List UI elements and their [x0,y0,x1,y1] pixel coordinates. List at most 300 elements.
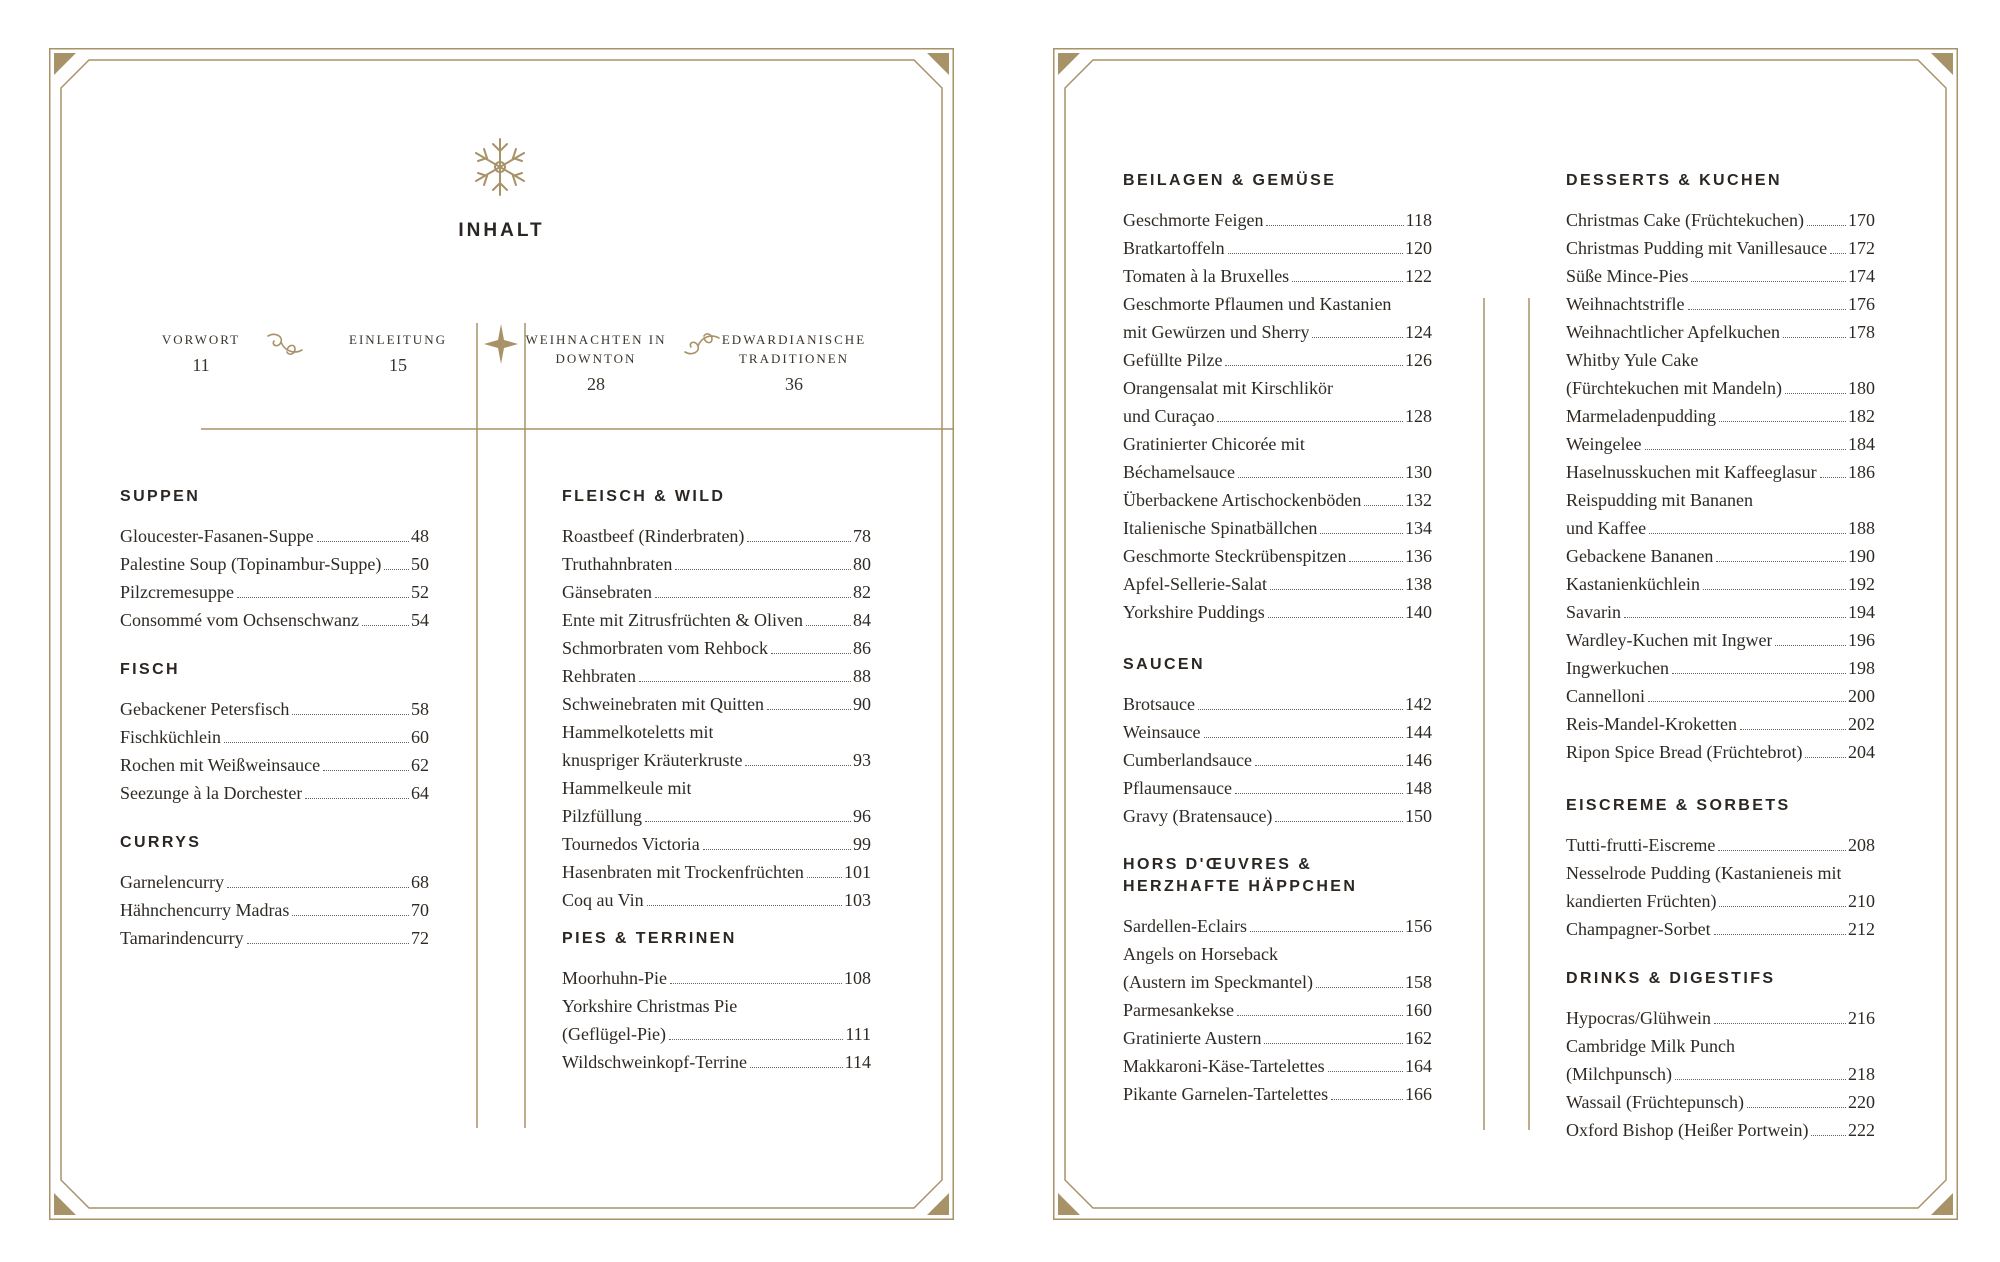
toc-entry[interactable] [1123,1024,1432,1052]
toc-entry[interactable] [562,964,871,992]
toc-entry[interactable] [1566,626,1875,654]
entry-page-number: 182 [1848,406,1875,426]
entry-page-number: 80 [853,554,871,574]
dot-leader [1316,987,1403,988]
toc-entry[interactable] [1123,912,1432,940]
entry-page-number: 78 [853,526,871,546]
entry-title: und Curaçao [1123,406,1215,426]
section-heading: SUPPEN [120,488,201,505]
entry-title: Whitby Yule Cake [1566,350,1699,370]
toc-entry[interactable] [1123,430,1432,458]
toc-entry[interactable] [1566,738,1875,766]
entry-page-number: 140 [1405,602,1432,622]
section-desserts-kuchen [1566,170,1875,766]
toc-entry[interactable] [1566,402,1875,430]
toc-entry[interactable] [1123,542,1432,570]
dot-leader [1266,225,1403,226]
entry-page-number: 118 [1405,210,1432,230]
dot-leader [745,765,851,766]
intro-page: 11 [192,355,210,375]
toc-entry[interactable] [120,751,429,779]
entry-page-number: 70 [411,900,429,920]
dot-leader [675,569,851,570]
intro-page: 28 [587,374,605,394]
toc-entry[interactable] [1566,654,1875,682]
section-heading: EISCREME & SORBETS [1566,797,1791,814]
entry-page-number: 130 [1405,462,1432,482]
dot-leader [1349,561,1403,562]
entry-title: Champagner-Sorbet [1566,919,1711,939]
dot-leader [1228,253,1403,254]
entry-page-number: 166 [1405,1084,1432,1104]
entry-title: Pilzfüllung [562,806,642,826]
entry-title: Parmesankekse [1123,1000,1234,1020]
entry-page-number: 156 [1405,916,1432,936]
dot-leader [655,597,851,598]
dot-leader [645,821,851,822]
intro-item-edwardianische[interactable] [704,330,884,395]
entry-page-number: 60 [411,727,429,747]
section-heading: SAUCEN [1123,656,1205,673]
dot-leader [703,849,851,850]
toc-entry[interactable] [562,1048,871,1076]
toc-entry[interactable] [1566,831,1875,859]
entry-title: Hypocras/Glühwein [1566,1008,1711,1028]
dot-leader [384,569,409,570]
section-fleisch-wild [562,486,871,914]
toc-entry[interactable] [562,746,871,774]
dot-leader [1719,421,1846,422]
toc-entry[interactable] [1123,262,1432,290]
toc-entry[interactable] [1123,346,1432,374]
toc-entry[interactable] [120,868,429,896]
entry-title: Weihnachtstrifle [1566,294,1685,314]
dot-leader [1691,281,1846,282]
entry-title: Angels on Horseback [1123,944,1278,964]
entry-title: Weingelee [1566,434,1642,454]
entry-page-number: 126 [1405,350,1432,370]
entry-title: Fischküchlein [120,727,221,747]
dot-leader [317,541,409,542]
dot-leader [1830,253,1846,254]
toc-entry[interactable] [1566,486,1875,514]
toc-entry[interactable] [1566,682,1875,710]
entry-title: Tamarindencurry [120,928,244,948]
entry-page-number: 86 [853,638,871,658]
entry-title: Italienische Spinatbällchen [1123,518,1318,538]
intro-item-einleitung[interactable] [308,330,488,376]
entry-title: Oxford Bishop (Heißer Portwein) [1566,1120,1809,1140]
toc-entry[interactable] [1566,570,1875,598]
entry-title: Savarin [1566,602,1621,622]
dot-leader [237,597,409,598]
entry-title: Yorkshire Christmas Pie [562,996,738,1016]
entry-title: Gefüllte Pilze [1123,350,1223,370]
toc-entry[interactable] [562,774,871,802]
toc-entry[interactable] [1566,859,1875,887]
dot-leader [1648,701,1846,702]
toc-entry[interactable] [1123,746,1432,774]
dot-leader [1270,589,1403,590]
intro-page: 15 [389,355,407,375]
entry-title: Überbackene Artischockenböden [1123,490,1362,510]
toc-entry[interactable] [120,896,429,924]
intro-item-weihnachten[interactable] [506,330,686,395]
dot-leader [1320,533,1403,534]
toc-entry[interactable] [1123,318,1432,346]
dot-leader [224,742,409,743]
toc-entry[interactable] [120,924,429,952]
entry-title: Orangensalat mit Kirschlikör [1123,378,1333,398]
entry-title: Hammelkoteletts mit [562,722,714,742]
entry-page-number: 208 [1848,835,1875,855]
entry-page-number: 210 [1848,891,1875,911]
toc-entry[interactable] [1566,262,1875,290]
toc-entry[interactable] [120,522,429,550]
entry-title: mit Gewürzen und Sherry [1123,322,1310,342]
toc-entry[interactable] [1566,514,1875,542]
entry-page-number: 160 [1405,1000,1432,1020]
entry-title: Sardellen-Eclairs [1123,916,1247,936]
toc-entry[interactable] [1566,346,1875,374]
entry-title: Gratinierter Chicorée mit [1123,434,1305,454]
dot-leader [1649,533,1846,534]
dot-leader [227,887,409,888]
entry-page-number: 134 [1405,518,1432,538]
intro-label: VORWORT [161,332,241,347]
entry-page-number: 84 [853,610,871,630]
dot-leader [647,905,842,906]
entry-title: Gravy (Bratensauce) [1123,806,1273,826]
dot-leader [1250,931,1403,932]
toc-entry[interactable] [1566,1088,1875,1116]
entry-page-number: 122 [1405,266,1432,286]
entry-page-number: 172 [1848,238,1875,258]
entry-page-number: 150 [1405,806,1432,826]
toc-entry[interactable] [1123,940,1432,968]
toc-entry[interactable] [562,522,871,550]
entry-title: Hähnchencurry Madras [120,900,290,920]
toc-entry[interactable] [1123,206,1432,234]
entry-page-number: 52 [411,582,429,602]
entry-page-number: 178 [1848,322,1875,342]
entry-page-number: 82 [853,582,871,602]
entry-title: und Kaffee [1566,518,1647,538]
dot-leader [1716,561,1846,562]
section-heading: CURRYS [120,834,202,851]
toc-entry[interactable] [1123,996,1432,1024]
toc-entry[interactable] [1566,915,1875,943]
entry-page-number: 200 [1848,686,1875,706]
dot-leader [1217,421,1403,422]
entry-page-number: 158 [1405,972,1432,992]
toc-entry[interactable] [1566,542,1875,570]
entry-page-number: 99 [853,834,871,854]
toc-entry[interactable] [1123,290,1432,318]
toc-entry[interactable] [1566,234,1875,262]
toc-entry[interactable] [562,718,871,746]
entry-title: Pilzcremesuppe [120,582,234,602]
entry-page-number: 114 [844,1052,871,1072]
entry-title: (Fürchtekuchen mit Mandeln) [1566,378,1782,398]
entry-title: Cambridge Milk Punch [1566,1036,1735,1056]
entry-title: Gebackene Bananen [1566,546,1714,566]
entry-title: Wildschweinkopf-Terrine [562,1052,747,1072]
entry-page-number: 194 [1848,602,1875,622]
toc-entry[interactable] [1566,458,1875,486]
entry-title: Reispudding mit Bananen [1566,490,1753,510]
entry-page-number: 190 [1848,546,1875,566]
entry-title: Cannelloni [1566,686,1645,706]
dot-leader [670,983,842,984]
dot-leader [1714,1023,1846,1024]
entry-title: knuspriger Kräuterkruste [562,750,743,770]
dot-leader [1225,365,1403,366]
entry-page-number: 222 [1848,1120,1875,1140]
page-title: INHALT [458,220,545,241]
dot-leader [1255,765,1403,766]
toc-entry[interactable] [562,858,871,886]
entry-page-number: 96 [853,806,871,826]
entry-page-number: 124 [1405,322,1432,342]
entry-page-number: 202 [1848,714,1875,734]
toc-entry[interactable] [1566,1032,1875,1060]
toc-entry[interactable] [120,779,429,807]
entry-title: Tomaten à la Bruxelles [1123,266,1290,286]
toc-entry[interactable] [120,695,429,723]
toc-entry[interactable] [1566,887,1875,915]
entry-page-number: 186 [1848,462,1875,482]
dot-leader [1264,1043,1403,1044]
toc-entry[interactable] [562,802,871,830]
entry-title: Brotsauce [1123,694,1195,714]
toc-entry[interactable] [1123,402,1432,430]
entry-title: Weihnachtlicher Apfelkuchen [1566,322,1780,342]
dot-leader [1747,1107,1846,1108]
toc-entry[interactable] [1566,206,1875,234]
section-drinks-digestifs [1566,968,1875,1144]
dot-leader [747,541,851,542]
entry-page-number: 204 [1848,742,1875,762]
toc-entry[interactable] [1566,1116,1875,1144]
entry-page-number: 192 [1848,574,1875,594]
entry-title: Moorhuhn-Pie [562,968,667,988]
toc-entry[interactable] [562,830,871,858]
dot-leader [750,1067,843,1068]
entry-title: Gratinierte Austern [1123,1028,1262,1048]
entry-title: Gänsebraten [562,582,652,602]
entry-title: Truthahnbraten [562,554,673,574]
dot-leader [807,877,842,878]
entry-title: Coq au Vin [562,890,644,910]
toc-entry[interactable] [562,886,871,914]
entry-title: Makkaroni-Käse-Tartelettes [1123,1056,1325,1076]
dot-leader [1672,673,1846,674]
entry-page-number: 184 [1848,434,1875,454]
section-heading: PIES & TERRINEN [562,930,737,947]
entry-page-number: 64 [411,783,429,803]
section-heading: HORS D'ŒUVRES & HERZHAFTE HÄPPCHEN [1123,856,1358,895]
dot-leader [1675,1079,1846,1080]
entry-title: Rehbraten [562,666,636,686]
entry-title: Palestine Soup (Topinambur-Suppe) [120,554,382,574]
dot-leader [1198,709,1403,710]
section-saucen [1123,654,1432,830]
entry-title: Yorkshire Puddings [1123,602,1265,622]
flourish-icon [265,330,305,360]
dot-leader [1805,757,1846,758]
entry-title: Marmeladenpudding [1566,406,1716,426]
toc-entry[interactable] [1566,318,1875,346]
toc-entry[interactable] [1123,598,1432,626]
toc-entry[interactable] [1123,374,1432,402]
toc-entry[interactable] [562,578,871,606]
entry-page-number: 90 [853,694,871,714]
intro-page: 36 [785,374,803,394]
dot-leader [1275,821,1403,822]
entry-page-number: 50 [411,554,429,574]
section-hors-doeuvres [1123,854,1432,1108]
entry-title: Ripon Spice Bread (Früchtebrot) [1566,742,1803,762]
entry-title: Haselnusskuchen mit Kaffeeglasur [1566,462,1817,482]
toc-entry[interactable] [1123,1052,1432,1080]
dot-leader [305,798,409,799]
toc-entry[interactable] [1123,968,1432,996]
entry-page-number: 196 [1848,630,1875,650]
dot-leader [1775,645,1846,646]
entry-page-number: 101 [844,862,871,882]
toc-entry[interactable] [1566,710,1875,738]
toc-entry[interactable] [1123,514,1432,542]
entry-title: Ente mit Zitrusfrüchten & Oliven [562,610,803,630]
toc-entry[interactable] [120,723,429,751]
entry-title: Nesselrode Pudding (Kastanieneis mit [1566,863,1842,883]
dot-leader [1235,793,1403,794]
toc-entry[interactable] [120,550,429,578]
toc-entry[interactable] [562,634,871,662]
entry-page-number: 212 [1848,919,1875,939]
entry-title: (Geflügel-Pie) [562,1024,666,1044]
dot-leader [1237,1015,1403,1016]
entry-title: Wardley-Kuchen mit Ingwer [1566,630,1773,650]
toc-entry[interactable] [1123,690,1432,718]
entry-title: Consommé vom Ochsenschwanz [120,610,359,630]
entry-title: Gebackener Petersfisch [120,699,290,719]
entry-page-number: 170 [1848,210,1875,230]
entry-title: Roastbeef (Rinderbraten) [562,526,745,546]
entry-title: Geschmorte Feigen [1123,210,1264,230]
entry-page-number: 146 [1405,750,1432,770]
entry-title: Hammelkeule mit [562,778,692,798]
toc-entry[interactable] [1566,598,1875,626]
entry-title: Weinsauce [1123,722,1201,742]
dot-leader [292,915,409,916]
dot-leader [767,709,851,710]
entry-page-number: 93 [853,750,871,770]
dot-leader [639,681,851,682]
entry-page-number: 136 [1405,546,1432,566]
entry-page-number: 142 [1405,694,1432,714]
entry-page-number: 108 [844,968,871,988]
entry-page-number: 68 [411,872,429,892]
entry-title: Christmas Pudding mit Vanillesauce [1566,238,1828,258]
entry-page-number: 144 [1405,722,1432,742]
toc-entry[interactable] [1123,458,1432,486]
toc-entry[interactable] [120,578,429,606]
entry-page-number: 88 [853,666,871,686]
dot-leader [1624,617,1846,618]
entry-page-number: 138 [1405,574,1432,594]
entry-page-number: 216 [1848,1008,1875,1028]
entry-title: Geschmorte Steckrübenspitzen [1123,546,1347,566]
toc-entry[interactable] [1123,486,1432,514]
toc-entry[interactable] [1566,430,1875,458]
toc-entry[interactable] [1123,774,1432,802]
dot-leader [323,770,409,771]
toc-entry[interactable] [1123,570,1432,598]
dot-leader [771,653,851,654]
entry-page-number: 72 [411,928,429,948]
toc-entry[interactable] [562,606,871,634]
entry-page-number: 188 [1848,518,1875,538]
dot-leader [1268,617,1403,618]
entry-title: Ingwerkuchen [1566,658,1669,678]
toc-entry[interactable] [562,1020,871,1048]
entry-page-number: 58 [411,699,429,719]
entry-title: Schmorbraten vom Rehbock [562,638,768,658]
toc-entry[interactable] [120,606,429,634]
toc-entry[interactable] [562,992,871,1020]
entry-page-number: 54 [411,610,429,630]
section-pies-terrinen [562,928,871,1076]
toc-entry[interactable] [1566,290,1875,318]
toc-entry[interactable] [1566,374,1875,402]
dot-leader [1645,449,1846,450]
dot-leader [292,714,409,715]
dot-leader [1292,281,1403,282]
section-heading: FLEISCH & WILD [562,488,726,505]
section-eiscreme-sorbets [1566,795,1875,943]
toc-entry[interactable] [1123,718,1432,746]
toc-entry[interactable] [562,550,871,578]
entry-title: Süße Mince-Pies [1566,266,1689,286]
entry-page-number: 220 [1848,1092,1875,1112]
entry-title: (Milchpunsch) [1566,1064,1672,1084]
entry-page-number: 111 [845,1024,871,1044]
section-suppen [120,486,429,634]
toc-entry[interactable] [1566,1004,1875,1032]
entry-page-number: 174 [1848,266,1875,286]
toc-entry[interactable] [1123,802,1432,830]
entry-title: Wassail (Früchtepunsch) [1566,1092,1745,1112]
entry-title: Christmas Cake (Früchtekuchen) [1566,210,1804,230]
toc-entry[interactable] [1566,1060,1875,1088]
entry-title: Schweinebraten mit Quitten [562,694,764,714]
toc-entry[interactable] [562,662,871,690]
entry-page-number: 198 [1848,658,1875,678]
section-heading: DRINKS & DIGESTIFS [1566,970,1776,987]
toc-entry[interactable] [562,690,871,718]
section-heading: BEILAGEN & GEMÜSE [1123,172,1337,189]
intro-item-vorwort[interactable] [111,330,291,376]
dot-leader [806,625,851,626]
dot-leader [669,1039,843,1040]
entry-title: Pflaumensauce [1123,778,1232,798]
toc-entry[interactable] [1123,234,1432,262]
entry-title: Gloucester-Fasanen-Suppe [120,526,314,546]
dot-leader [362,625,409,626]
toc-entry[interactable] [1123,1080,1432,1108]
